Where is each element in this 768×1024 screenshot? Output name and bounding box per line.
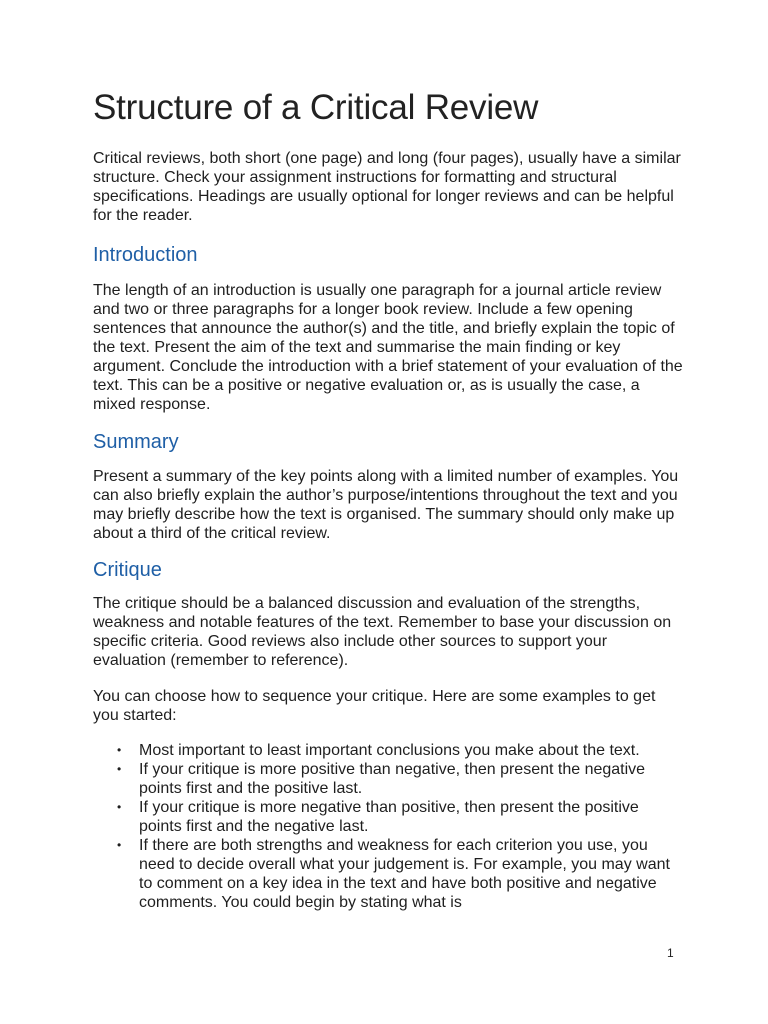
list-item bbox=[117, 741, 683, 760]
section-heading-introduction: Introduction bbox=[93, 244, 198, 266]
introduction-paragraph: The length of an introduction is usually one paragraph for a journal article review and two or three paragraphs for a longer book review. Include a few opening sentences that announce the author(s) and the title, and briefly explain the topic of the text. Present the aim of the text and summarise the main finding or key argument. Conclude the introduction with a brief statement of your evaluation of the text. This can be a positive or negative evaluation or, as is usually the case, a mixed response. bbox=[93, 282, 683, 413]
summary-paragraph: Present a summary of the key points along with a limited number of examples. You can also briefly explain the author’s purpose/intentions throughout the text and you may briefly describe how the text is organised. The summary should only make up about a third of the critical review. bbox=[93, 468, 679, 542]
intro-paragraph: Critical reviews, both short (one page) and long (four pages), usually have a similar structure. Check your assignment instructions for formatting and structural specifications. Headings are usually optional for longer reviews and can be helpful for the reader. bbox=[93, 150, 681, 224]
section-heading-summary: Summary bbox=[93, 431, 179, 453]
page-title: Structure of a Critical Review bbox=[93, 88, 539, 127]
bullet-icon: • bbox=[117, 838, 122, 852]
page-number: 1 bbox=[667, 946, 674, 960]
section-heading-critique: Critique bbox=[93, 559, 162, 581]
document-page bbox=[93, 86, 683, 912]
list-item-text: If your critique is more negative than positive, then present the positive points first and the negative last. bbox=[139, 799, 639, 835]
list-item bbox=[117, 760, 683, 798]
critique-paragraph-2: You can choose how to sequence your critique. Here are some examples to get you started: bbox=[93, 688, 656, 724]
critique-paragraph-1: The critique should be a balanced discussion and evaluation of the strengths, weakness and notable features of the text. Remember to base your discussion on specific criteria. Good reviews also include other sources to support your evaluation (remember to reference). bbox=[93, 595, 672, 669]
bullet-icon: • bbox=[117, 762, 122, 776]
list-item-text: If there are both strengths and weakness for each criterion you use, you need to decide overall what your judgement is. For example, you may want to comment on a key idea in the text and have both positive and negative comments. You could begin by stating what is bbox=[139, 837, 670, 911]
list-item bbox=[117, 798, 683, 836]
list-item-text: Most important to least important conclusions you make about the text. bbox=[139, 742, 640, 759]
bullet-icon: • bbox=[117, 800, 122, 814]
bullet-icon: • bbox=[117, 743, 122, 757]
critique-bullet-list bbox=[93, 741, 683, 912]
list-item-text: If your critique is more positive than negative, then present the negative points first and the positive last. bbox=[139, 761, 646, 797]
list-item bbox=[117, 836, 683, 912]
